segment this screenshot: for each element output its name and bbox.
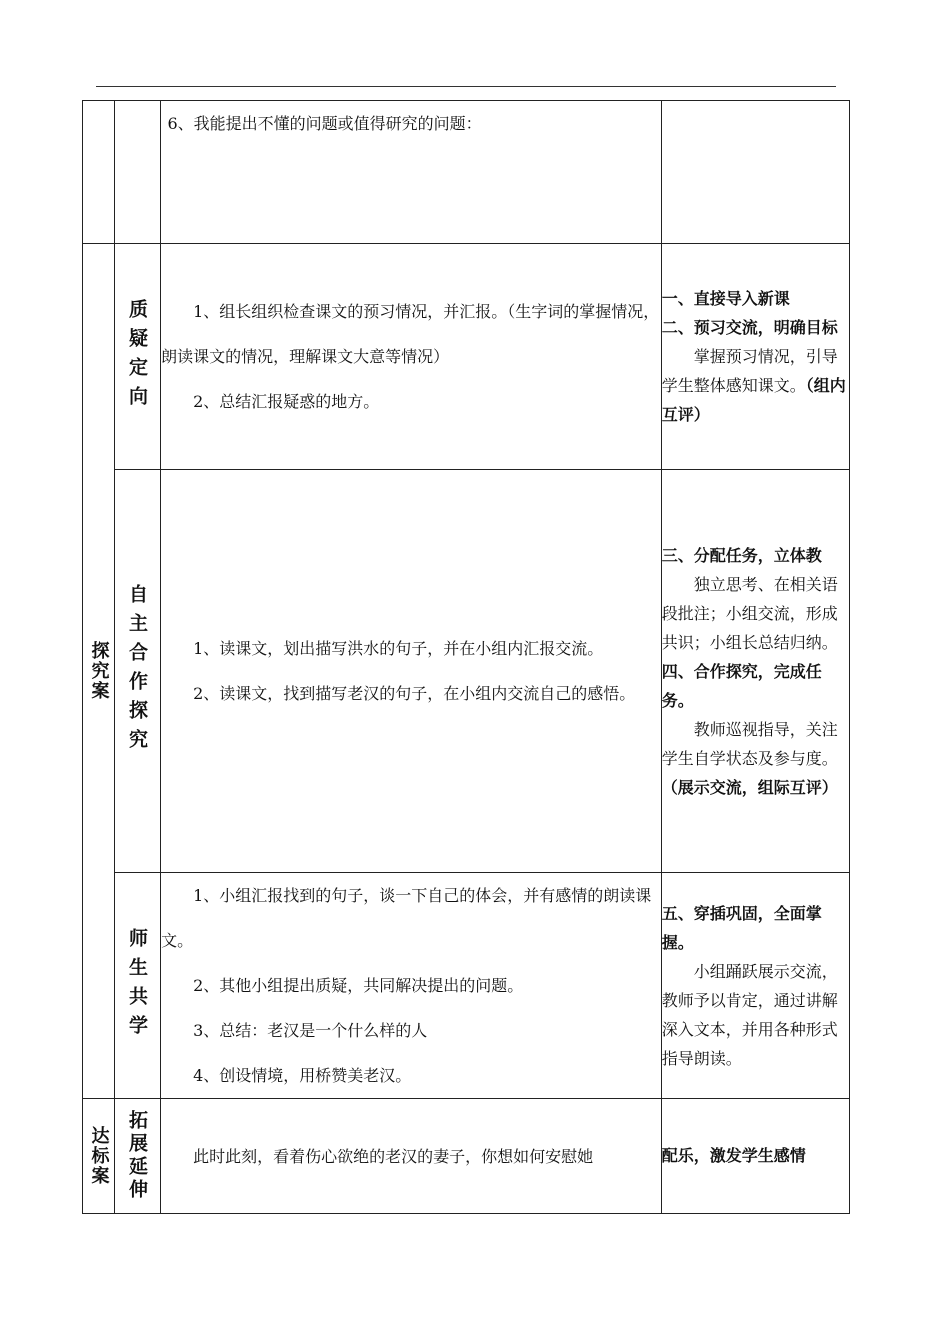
section-label-assess: 达标案 xyxy=(88,1126,110,1186)
note-body: 独立思考、在相关语段批注；小组交流，形成共识；小组长总结归纳。 xyxy=(661,574,838,652)
content-item: 2、其他小组提出质疑，共同解决提出的问题。 xyxy=(193,976,524,995)
content-cell xyxy=(161,873,662,1099)
notes-cell xyxy=(661,1099,849,1214)
content-item: 4、创设情境，用桥赞美老汉。 xyxy=(193,1066,412,1085)
section-cell-explore xyxy=(83,244,115,1099)
note-heading: 二、预习交流，明确目标 xyxy=(661,318,838,337)
stage-label: 自主合作探究 xyxy=(126,584,149,758)
note-body xyxy=(662,342,849,429)
content-cell xyxy=(161,470,662,873)
label-cell xyxy=(115,470,161,873)
section-cell-assess xyxy=(83,1099,115,1214)
header-rule xyxy=(96,86,836,87)
content-item: 1、小组汇报找到的句子，谈一下自己的体会，并有感情的朗读课文。 xyxy=(161,886,652,950)
content-cell xyxy=(161,244,662,470)
stage-label: 师生共学 xyxy=(126,927,149,1044)
content-item: 3、总结：老汉是一个什么样的人 xyxy=(193,1021,428,1040)
notes-cell-empty xyxy=(661,101,849,244)
note-body-bold: （组内互评） xyxy=(661,376,846,424)
table-row xyxy=(83,470,850,873)
table-row xyxy=(83,101,850,244)
notes-cell xyxy=(661,873,849,1099)
note-heading: 三、分配任务，立体教 xyxy=(661,545,822,565)
label-cell xyxy=(115,873,161,1099)
label-cell-empty xyxy=(115,101,161,244)
label-cell xyxy=(115,1099,161,1214)
content-item: 1、读课文，划出描写洪水的句子，并在小组内汇报交流。 xyxy=(193,639,604,658)
note-heading: 四、合作探究，完成任务。 xyxy=(661,661,822,710)
content-item: 此时此刻，看着伤心欲绝的老汉的妻子，你想如何安慰她 xyxy=(193,1146,594,1166)
note-body-text: 掌握预习情况，引导学生整体感知课文。 xyxy=(661,347,838,395)
content-item: 1、组长组织检查课文的预习情况，并汇报。（生字词的掌握情况，朗读课文的情况，理解课文大意等情况） xyxy=(161,302,660,366)
stage-label: 拓展延伸 xyxy=(126,1110,149,1202)
label-cell xyxy=(115,244,161,470)
note-body: 小组踊跃展示交流，教师予以肯定，通过讲解深入文本，并用各种形式指导朗读。 xyxy=(661,961,838,1068)
notes-cell xyxy=(661,470,849,873)
table-row xyxy=(83,873,850,1099)
content-item: 2、读课文，找到描写老汉的句子，在小组内交流自己的感悟。 xyxy=(193,684,636,703)
section-cell-empty xyxy=(83,101,115,244)
stage-label: 质疑定向 xyxy=(126,298,149,415)
note-heading: 一、直接导入新课 xyxy=(661,289,790,308)
note-heading: 配乐，激发学生感情 xyxy=(661,1146,806,1165)
content-cell xyxy=(161,101,662,244)
content-cell xyxy=(161,1099,662,1214)
content-item: 2、总结汇报疑惑的地方。 xyxy=(193,392,380,411)
note-heading: （展示交流，组际互评） xyxy=(661,777,838,797)
lesson-plan-table xyxy=(82,100,850,1214)
section-label-explore: 探究案 xyxy=(88,641,110,701)
table-row xyxy=(83,244,850,470)
table-row xyxy=(83,1099,850,1214)
notes-cell xyxy=(661,244,849,470)
question-prompt: 6、我能提出不懂的问题或值得研究的问题： xyxy=(167,114,482,133)
note-heading: 五、穿插巩固，全面掌握。 xyxy=(661,903,822,952)
note-body: 教师巡视指导，关注学生自学状态及参与度。 xyxy=(661,719,838,768)
